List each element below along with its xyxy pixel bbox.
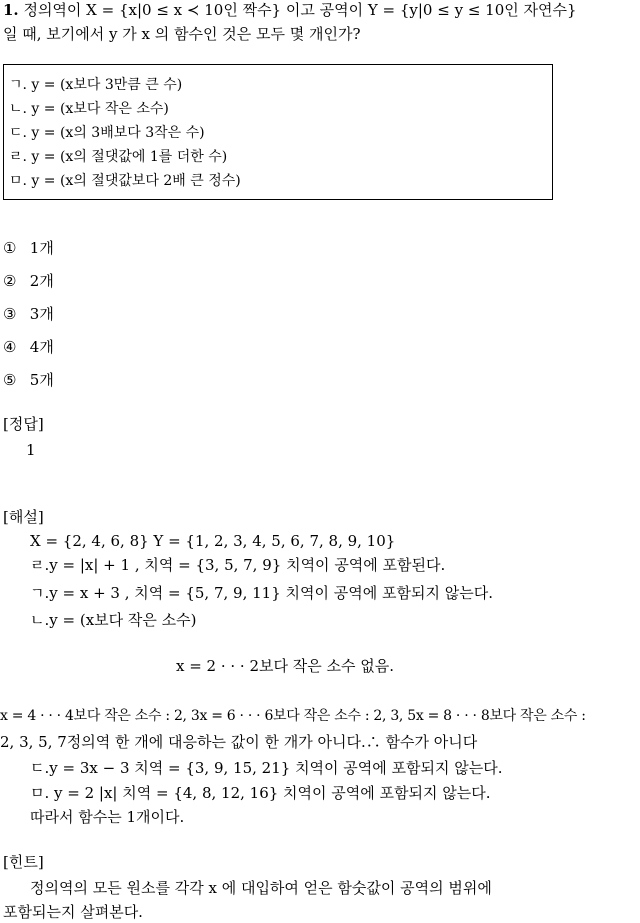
example-item: ㅁ. y = (x의 절댓값보다 2배 큰 정수) — [9, 173, 241, 189]
explanation-wide-line-1: x = 4 · · · 4보다 작은 소수 : 2, 3x = 6 · · · 6보다 작은 소수 : 2, 3, 5x = 8 · · · 8보다 작은 소수 : — [0, 708, 586, 724]
choice-4[interactable] — [3, 337, 54, 357]
choice-mark: ⑤ — [3, 371, 17, 389]
explanation-line: ㄹ.y = |x| + 1 , 치역 = {3, 5, 7, 9} 치역이 공역에 포함된다. — [30, 556, 446, 574]
choice-text: 1개 — [29, 239, 54, 257]
explanation-wide-line-2: 2, 3, 5, 7정의역 한 개에 대응하는 값이 한 개가 아니다.∴ 함수가 아니다 — [0, 733, 478, 751]
hint-line-2: 포함되는지 살펴본다. — [3, 903, 143, 921]
explanation-line: ㅁ. y = 2 |x| 치역 = {4, 8, 12, 16} 치역이 공역에 포함되지 않는다. — [30, 784, 491, 802]
question-text-1: 정의역이 X = {x|0 ≤ x ≺ 10인 짝수} 이고 공역이 Y = {y|0 ≤ y ≤ 10인 자연수} — [23, 1, 577, 19]
choice-mark: ④ — [3, 338, 17, 356]
question-number: 1. — [3, 1, 19, 19]
answer-label: [정답] — [3, 415, 44, 433]
explanation-line: ㄷ.y = 3x − 3 치역 = {3, 9, 15, 21} 치역이 공역에 포함되지 않는다. — [30, 759, 503, 777]
examples-box — [3, 64, 553, 200]
choice-3[interactable] — [3, 304, 54, 324]
example-item: ㄴ. y = (x보다 작은 소수) — [9, 101, 169, 117]
hint-label: [힌트] — [3, 853, 44, 871]
question-text-2: 일 때, 보기에서 y 가 x 의 함수인 것은 모두 몇 개인가? — [3, 25, 361, 43]
choice-text: 2개 — [29, 272, 54, 290]
explanation-line: ㄴ.y = (x보다 작은 소수) — [30, 611, 197, 629]
hint-line-1: 정의역의 모든 원소를 각각 x 에 대입하여 얻은 함숫값이 공역의 범위에 — [30, 879, 492, 897]
choice-5[interactable] — [3, 370, 54, 390]
example-item: ㄷ. y = (x의 3배보다 3작은 수) — [9, 125, 205, 141]
choice-text: 4개 — [29, 338, 54, 356]
explanation-line: 따라서 함수는 1개이다. — [30, 808, 185, 826]
question-line-1 — [3, 0, 577, 20]
choice-mark: ① — [3, 239, 17, 257]
explanation-line: X = {2, 4, 6, 8} Y = {1, 2, 3, 4, 5, 6, 7, 8, 9, 10} — [30, 532, 396, 550]
choice-2[interactable] — [3, 271, 54, 291]
example-item: ㄱ. y = (x보다 3만큼 큰 수) — [9, 77, 183, 93]
choice-text: 3개 — [29, 305, 54, 323]
choice-1[interactable] — [3, 238, 54, 258]
explanation-line: ㄱ.y = x + 3 , 치역 = {5, 7, 9, 11} 치역이 공역에 포함되지 않는다. — [30, 584, 493, 602]
choice-mark: ③ — [3, 305, 17, 323]
explanation-label: [해설] — [3, 508, 44, 526]
answer-value: 1 — [26, 441, 36, 459]
example-item: ㄹ. y = (x의 절댓값에 1를 더한 수) — [9, 149, 228, 165]
choice-mark: ② — [3, 272, 17, 290]
choice-text: 5개 — [29, 371, 54, 389]
explanation-center-line: x = 2 · · · 2보다 작은 소수 없음. — [175, 657, 395, 675]
